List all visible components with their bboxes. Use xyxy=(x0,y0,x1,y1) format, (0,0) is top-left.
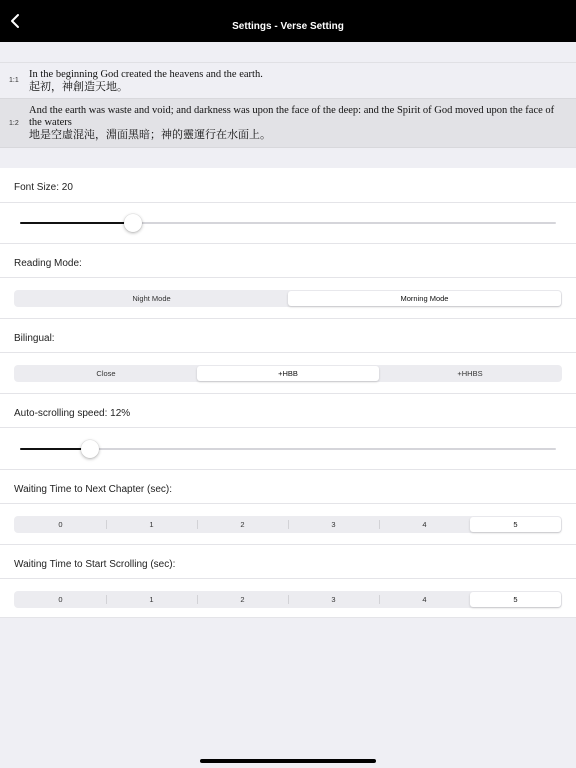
divider xyxy=(0,469,576,470)
bilingual-control[interactable] xyxy=(14,365,562,382)
segment-option[interactable]: 2 xyxy=(197,517,288,532)
divider xyxy=(0,202,576,203)
reading-mode-label: Reading Mode: xyxy=(14,258,82,269)
home-indicator xyxy=(200,759,376,763)
segment-option[interactable]: 4 xyxy=(379,592,470,607)
auto-scroll-speed-label: Auto-scrolling speed: 12% xyxy=(14,408,131,419)
auto-scroll-speed-slider[interactable] xyxy=(20,448,556,450)
segment-option[interactable]: Night Mode xyxy=(132,294,171,303)
verse-text-cn: 起初，神創造天地。 xyxy=(29,80,128,93)
verse-text-en: In the beginning God created the heavens and the earth. xyxy=(29,69,263,80)
divider xyxy=(0,427,576,428)
slider-thumb[interactable] xyxy=(81,440,99,458)
segment-option[interactable]: 1 xyxy=(106,517,197,532)
wait-next-chapter-label: Waiting Time to Next Chapter (sec): xyxy=(14,484,173,495)
segment-option[interactable]: 3 xyxy=(288,592,379,607)
verse-text xyxy=(29,105,560,141)
font-size-label: Font Size: 20 xyxy=(14,182,73,193)
font-size-slider[interactable] xyxy=(20,222,556,224)
segment-option[interactable]: 5 xyxy=(470,592,561,607)
verse-text-en: And the earth was waste and void; and darkness was upon the face of the deep: and the Spirit of God moved upon the face of the waters xyxy=(29,105,555,128)
bilingual-label: Bilingual: xyxy=(14,333,55,344)
segment-option[interactable]: 2 xyxy=(197,592,288,607)
segment-option[interactable]: 3 xyxy=(288,517,379,532)
wait-next-chapter-control[interactable] xyxy=(14,516,562,533)
slider-fill xyxy=(20,448,90,450)
divider xyxy=(0,352,576,353)
segment-option[interactable]: +HBB xyxy=(197,366,379,381)
divider xyxy=(0,617,576,618)
divider xyxy=(0,578,576,579)
segment-option[interactable]: 5 xyxy=(470,517,561,532)
segment-option[interactable]: Morning Mode xyxy=(288,291,561,306)
segment-option[interactable]: Close xyxy=(96,369,116,378)
navigation-bar xyxy=(0,0,576,42)
verse-text xyxy=(29,69,560,93)
divider xyxy=(0,277,576,278)
verse-number: 1:1 xyxy=(9,77,19,84)
verse-text-cn: 地是空虛混沌，淵面黑暗；神的靈運行在水面上。 xyxy=(29,128,271,141)
verse-preview-row-highlighted xyxy=(0,98,576,148)
segment-option[interactable]: 1 xyxy=(106,592,197,607)
wait-start-scrolling-control[interactable] xyxy=(14,591,562,608)
divider xyxy=(0,544,576,545)
divider xyxy=(0,318,576,319)
divider xyxy=(0,503,576,504)
page-title: Settings - Verse Setting xyxy=(232,21,344,32)
segment-option[interactable]: 4 xyxy=(379,517,470,532)
verse-preview-row xyxy=(0,62,576,98)
divider xyxy=(0,243,576,244)
divider xyxy=(0,393,576,394)
slider-thumb[interactable] xyxy=(124,214,142,232)
segment-option[interactable]: +HHBS xyxy=(457,369,483,378)
preview-top-spacer xyxy=(0,42,576,62)
wait-start-scrolling-label: Waiting Time to Start Scrolling (sec): xyxy=(14,559,176,570)
settings-panel xyxy=(0,168,576,618)
segment-option[interactable]: 0 xyxy=(58,520,63,529)
slider-fill xyxy=(20,222,133,224)
reading-mode-control[interactable] xyxy=(14,290,562,307)
segment-option[interactable]: 0 xyxy=(58,595,63,604)
verse-number: 1:2 xyxy=(9,120,19,127)
